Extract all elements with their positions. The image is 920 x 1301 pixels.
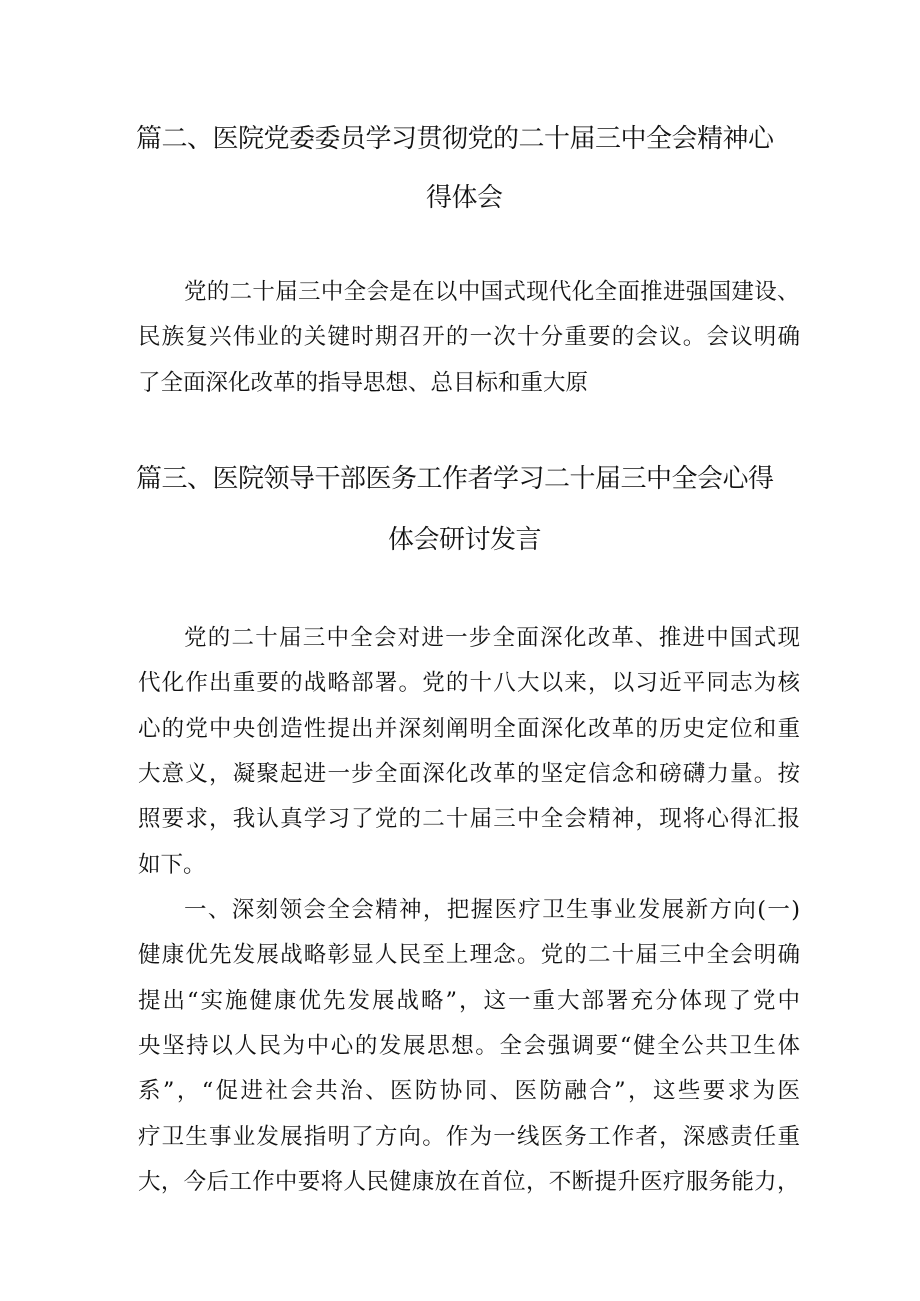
section3-para2-line: 健康优先发展战略彰显人民至上理念。党的二十届三中全会明确 <box>138 942 802 968</box>
section3-title-line2: 体会研讨发言 <box>388 525 542 555</box>
section3-para1-line: 代化作出重要的战略部署。党的十八大以来，以习近平同志为核 <box>138 670 802 696</box>
section2-para1-line: 党的二十届三中全会是在以中国式现代化全面推进强国建设、 <box>184 279 800 305</box>
section3-para1-line: 如下。 <box>138 852 206 878</box>
section3-title-line1: 篇三、医院领导干部医务工作者学习二十届三中全会心得 <box>136 464 774 494</box>
section2-title-line1: 篇二、医院党委委员学习贯彻党的二十届三中全会精神心 <box>136 124 774 154</box>
section3-para2-line: 提出“实施健康优先发展战略”，这一重大部署充分体现了党中 <box>138 988 803 1014</box>
section2-title-line2: 得体会 <box>426 183 503 213</box>
section3-para2-line: 疗卫生事业发展指明了方向。作为一线医务工作者，深感责任重 <box>138 1124 802 1150</box>
section3-para1-line: 心的党中央创造性提出并深刻阐明全面深化改革的历史定位和重 <box>138 716 802 742</box>
section3-para2-line: 大，今后工作中要将人民健康放在首位，不断提升医疗服务能力， <box>138 1169 800 1195</box>
section3-para1-line: 照要求，我认真学习了党的二十届三中全会精神，现将心得汇报 <box>138 806 802 832</box>
section2-para1-line: 民族复兴伟业的关键时期召开的一次十分重要的会议。会议明确 <box>138 324 802 350</box>
section2-para1-line: 了全面深化改革的指导思想、总目标和重大原 <box>138 370 589 396</box>
section3-para2-line: 系”，“促进社会共治、医防协同、医防融合”，这些要求为医 <box>138 1078 803 1104</box>
section3-para2-line: 一、深刻领会全会精神，把握医疗卫生事业发展新方向(一) <box>184 897 802 923</box>
section3-para2-line: 央坚持以人民为中心的发展思想。全会强调要“健全公共卫生体 <box>138 1033 802 1059</box>
section3-para1-line: 大意义，凝聚起进一步全面深化改革的坚定信念和磅礴力量。按 <box>138 761 802 787</box>
section3-para1-line: 党的二十届三中全会对进一步全面深化改革、推进中国式现 <box>184 625 802 651</box>
